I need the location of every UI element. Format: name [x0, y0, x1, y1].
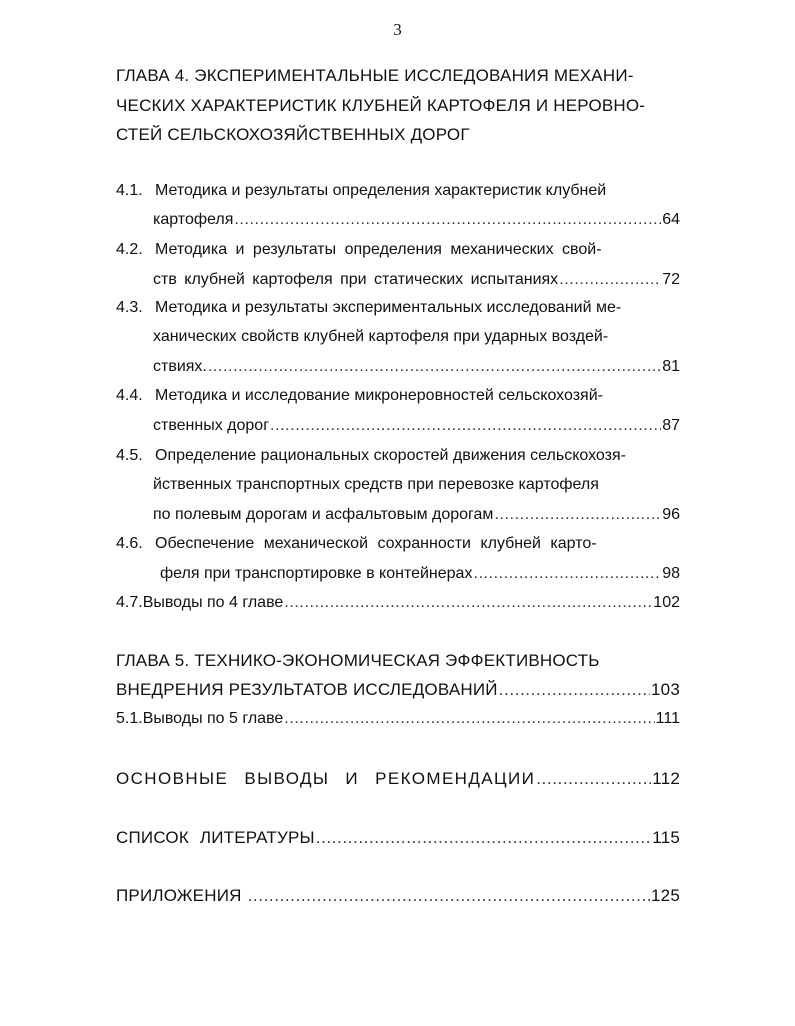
page-ref: 111 [655, 710, 680, 727]
chapter4-title-line3: СТЕЙ СЕЛЬСКОХОЗЯЙСТВЕННЫХ ДОРОГ [116, 125, 470, 144]
dot-leader [316, 828, 652, 848]
section-number: 4.7. [116, 594, 143, 611]
toc-entry-4-1-leader [153, 210, 680, 230]
page-ref: 112 [652, 769, 680, 788]
page-ref: 103 [651, 680, 680, 699]
toc-entry-4-3-leader [153, 357, 680, 377]
section-title-line: Методика и результаты экспериментальных исследований ме- [155, 299, 622, 316]
toc-entry-references [116, 828, 680, 848]
dot-leader [208, 357, 661, 377]
toc-entry-4-3 [116, 298, 680, 318]
section-title-line: Определение рациональных скоростей движения сельскохозя- [155, 447, 626, 464]
page-ref: 115 [652, 828, 680, 847]
section-title-line: Выводы по 5 главе [142, 710, 284, 727]
references-title: СПИСОК ЛИТЕРАТУРЫ [116, 828, 315, 847]
toc-entry-4-6-leader [160, 564, 680, 584]
page-ref: 64 [662, 211, 680, 228]
section-title-line: ственных дорог [153, 417, 270, 434]
conclusions-title: ОСНОВНЫЕ ВЫВОДЫ И РЕКОМЕНДАЦИИ [116, 769, 536, 788]
section-title-line: феля при транспортировке в контейнерах [160, 565, 473, 582]
dot-leader [270, 416, 661, 436]
section-title-line: Методика и результаты определения характеристик клубней [155, 182, 607, 199]
page-ref: 125 [651, 886, 680, 905]
section-number: 5.1. [116, 710, 143, 727]
section-title-line: картофеля [153, 211, 234, 228]
dot-leader [284, 593, 652, 613]
dot-leader [248, 886, 650, 906]
section-number: 4.1. [116, 182, 143, 199]
dot-leader [536, 769, 651, 789]
appendices-title: ПРИЛОЖЕНИЯ [116, 886, 242, 905]
dot-leader [284, 709, 654, 729]
toc-entry-4-2 [116, 240, 680, 260]
toc-entry-4-5-leader [153, 505, 680, 525]
section-title-line: ств клубней картофеля при статических испытаниях [153, 271, 559, 288]
page-number: 3 [393, 20, 402, 39]
toc-entry-4-3-line2: ханических свойств клубней картофеля при ударных воздей- [153, 328, 609, 345]
toc-entry-4-6 [116, 534, 680, 554]
chapter4-title-line1: ГЛАВА 4. ЭКСПЕРИМЕНТАЛЬНЫЕ ИССЛЕДОВАНИЯ МЕХАНИ- [116, 66, 634, 85]
section-title-line: Обеспечение механической сохранности клубней карто- [155, 535, 597, 552]
page-ref: 81 [662, 358, 680, 375]
dot-leader [473, 564, 661, 584]
toc-entry-4-5 [116, 446, 680, 466]
dot-leader [559, 270, 661, 290]
section-number: 4.4. [116, 387, 143, 404]
chapter4-title-line2: ЧЕСКИХ ХАРАКТЕРИСТИК КЛУБНЕЙ КАРТОФЕЛЯ И НЕРОВНО- [116, 96, 646, 115]
section-title-line: по полевым дорогам и асфальтовым дорогам [153, 506, 494, 523]
page-ref: 87 [662, 417, 680, 434]
chapter5-title-line1: ГЛАВА 5. ТЕХНИКО-ЭКОНОМИЧЕСКАЯ ЭФФЕКТИВНОСТЬ [116, 651, 600, 670]
dot-leader [499, 680, 650, 700]
toc-entry-4-5-line2: йственных транспортных средств при перевозке картофеля [153, 476, 599, 493]
page-ref: 96 [662, 506, 680, 523]
toc-entry-5-1 [116, 709, 680, 729]
page-ref: 102 [653, 594, 680, 611]
toc-entry-4-1 [116, 181, 680, 201]
toc-entry-4-4 [116, 386, 680, 406]
toc-entry-4-7 [116, 593, 680, 613]
section-number: 4.3. [116, 299, 143, 316]
dot-leader [234, 210, 661, 230]
chapter5-title-line2 [116, 680, 680, 700]
dot-leader [494, 505, 661, 525]
section-number: 4.5. [116, 447, 143, 464]
section-title-line: Методика и результаты определения механических свой- [155, 241, 602, 258]
section-title-line: Методика и исследование микронеровностей сельскохозяй- [155, 387, 603, 404]
toc-entry-4-4-leader [153, 416, 680, 436]
toc-entry-appendices [116, 886, 680, 906]
page-ref: 98 [662, 565, 680, 582]
section-number: 4.2. [116, 241, 143, 258]
section-title-line: Выводы по 4 главе [142, 594, 284, 611]
chapter5-title: ВНЕДРЕНИЯ РЕЗУЛЬТАТОВ ИССЛЕДОВАНИЙ [116, 680, 498, 699]
section-title-line: ствиях. [153, 358, 207, 375]
toc-entry-4-2-leader [153, 270, 680, 290]
page-ref: 72 [662, 271, 680, 288]
section-number: 4.6. [116, 535, 143, 552]
toc-entry-conclusions [116, 769, 680, 789]
